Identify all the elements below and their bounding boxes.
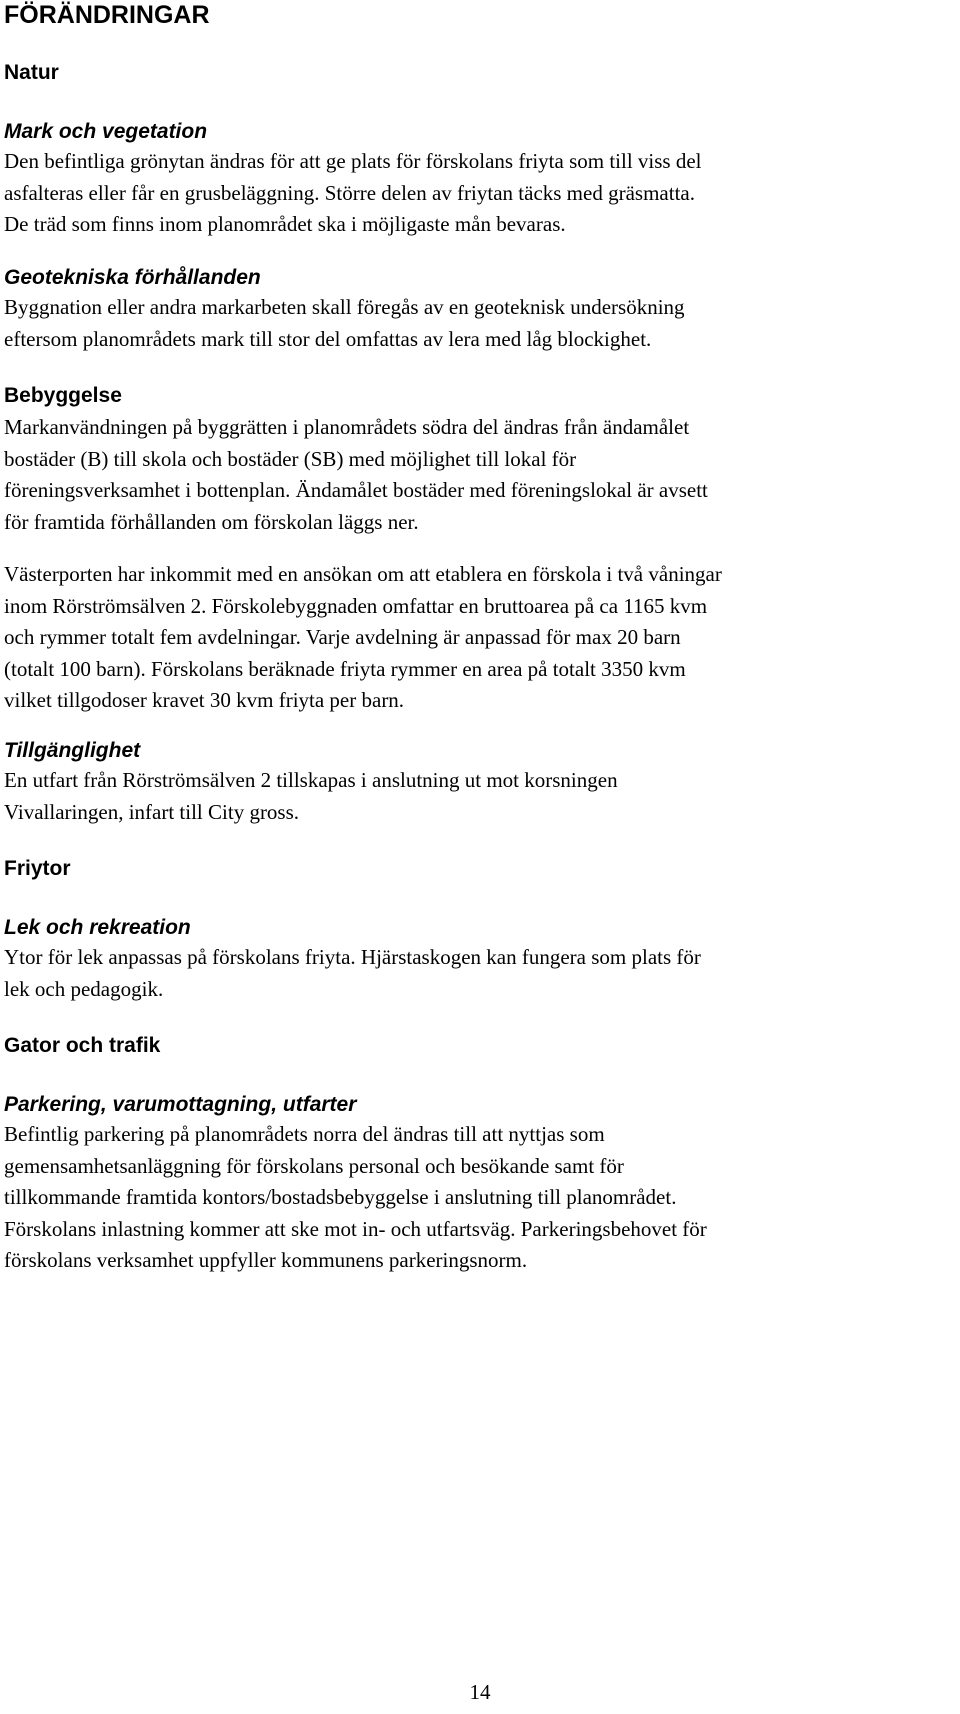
subheading-parkering: Parkering, varumottagning, utfarter: [4, 1093, 357, 1116]
subheading-mark-och-vegetation: Mark och vegetation: [4, 120, 208, 143]
subheading-lek-och-rekreation: Lek och rekreation: [4, 916, 191, 939]
paragraph-mark-och-vegetation: Den befintliga grönytan ändras för att ge plats för förskolans friyta som till viss del asfalteras eller får en grusbeläggning. Större delen av friytan täcks med gräsmatta. De träd som finns inom planområdet ska i möjligaste mån bevaras.: [4, 149, 702, 236]
paragraph-geotekniska: Byggnation eller andra markarbeten skall föregås av en geoteknisk undersökning eftersom planområdets mark till stor del omfattas av lera med låg blockighet.: [4, 295, 685, 351]
paragraph-lek-och-rekreation: Ytor för lek anpassas på förskolans friyta. Hjärstaskogen kan fungera som plats för lek och pedagogik.: [4, 945, 701, 1001]
subheading-tillganglighet: Tillgänglighet: [4, 739, 141, 762]
paragraph-tillganglighet: En utfart från Rörströmsälven 2 tillskapas i anslutning ut mot korsningen Vivallaringen, infart till City gross.: [4, 768, 618, 824]
subheading-geotekniska: Geotekniska förhållanden: [4, 266, 261, 289]
page-number: 14: [469, 1680, 491, 1704]
paragraph-parkering: Befintlig parkering på planområdets norra del ändras till att nyttjas som gemensamhetsanläggning för förskolans personal och besökande samt för tillkommande framtida kontors/bostadsbebyggelse i anslutning till planområdet. Förskolans inlastning kommer att ske mot in- och utfartsväg. Parkeringsbehovet för förskolans verksamhet uppfyller kommunens parkeringsnorm.: [4, 1122, 707, 1272]
section-heading-friytor: Friytor: [4, 857, 71, 880]
section-heading-bebyggelse: Bebyggelse: [4, 384, 122, 407]
paragraph-bebyggelse-1: Markanvändningen på byggrätten i planområdets södra del ändras från ändamålet bostäder (B) till skola och bostäder (SB) med möjlighet till lokal för föreningsverksamhet i bottenplan. Ändamålet bostäder med föreningslokal är avsett för framtida förhållanden om förskolan läggs ner.: [4, 415, 708, 534]
page-title: FÖRÄNDRINGAR: [4, 1, 210, 29]
paragraph-bebyggelse-2: Västerporten har inkommit med en ansökan om att etablera en förskola i två våningar inom Rörströmsälven 2. Förskolebyggnaden omfattar en bruttoarea på ca 1165 kvm och rymmer totalt fem avdelningar. Varje avdelning är anpassad för max 20 barn (totalt 100 barn). Förskolans beräknade friyta rymmer en area på totalt 3350 kvm vilket tillgodoser kravet 30 kvm friyta per barn.: [4, 562, 722, 712]
section-heading-gator-och-trafik: Gator och trafik: [4, 1034, 161, 1057]
section-heading-natur: Natur: [4, 61, 59, 84]
